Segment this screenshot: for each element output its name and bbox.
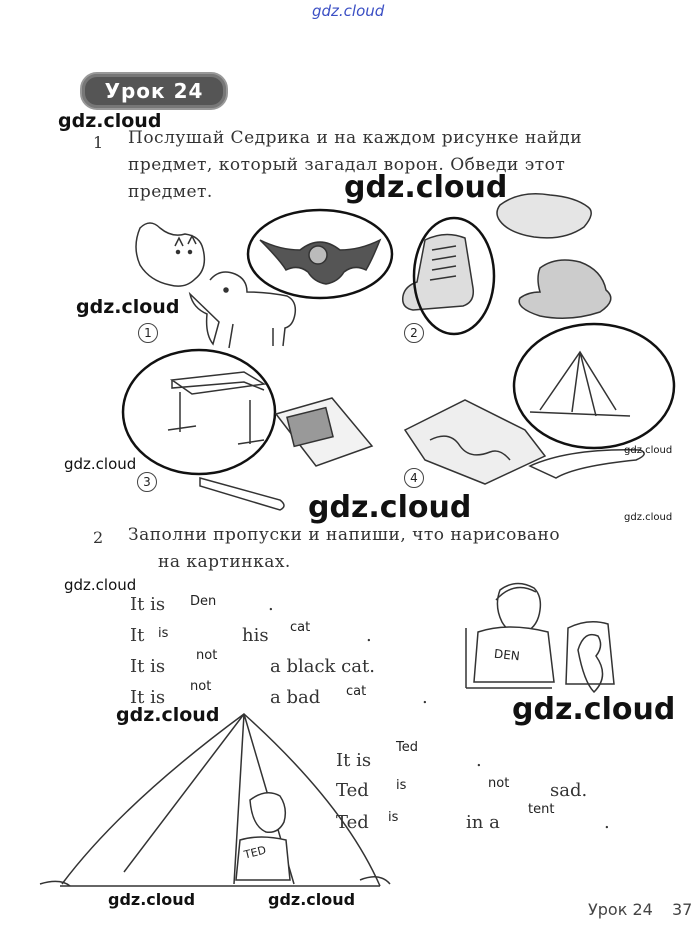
watermark: gdz.cloud <box>512 692 676 727</box>
picture-number: 4 <box>404 468 424 488</box>
handwritten-answer: not <box>196 648 218 663</box>
watermark: gdz.cloud <box>268 890 356 909</box>
sentence-printed: a bad <box>270 687 321 708</box>
picture-number: 2 <box>404 323 424 343</box>
handwritten-answer: tent <box>528 802 555 817</box>
sentence-printed: . <box>476 750 482 771</box>
handwritten-answer: cat <box>290 620 311 635</box>
watermark: gdz.cloud <box>344 170 508 205</box>
handwritten-answer: Den <box>190 594 217 609</box>
watermark: gdz.cloud <box>624 445 673 456</box>
handwritten-answer: is <box>396 778 407 793</box>
sentence-printed: in a <box>466 812 500 833</box>
instruction-line: Послушай Седрика и на каждом рисунке найди <box>128 128 583 148</box>
instruction-line: предмет, который загадал ворон. Обведи этот <box>128 155 566 175</box>
exercise-1-number: 1 <box>93 133 104 152</box>
watermark: gdz.cloud <box>64 576 137 594</box>
shirt-label: DEN <box>493 646 521 664</box>
sentence-printed: . <box>268 594 274 615</box>
lesson-badge: Урок 24 <box>80 72 228 110</box>
sentence-printed: It is <box>336 750 372 771</box>
exercise-2-number: 2 <box>93 528 104 547</box>
handwritten-answer: is <box>158 626 169 641</box>
handwritten-answer: not <box>488 776 510 791</box>
sentence-printed: Ted <box>336 812 369 833</box>
instruction-line: предмет. <box>128 182 213 202</box>
sentence-printed: . <box>604 812 610 833</box>
handwritten-answer: is <box>388 810 399 825</box>
watermark: gdz.cloud <box>108 890 196 909</box>
watermark: gdz.cloud <box>58 110 162 132</box>
instruction-line: на картинках. <box>158 552 291 572</box>
watermark: gdz.cloud <box>116 704 220 726</box>
watermark: gdz.cloud <box>308 490 472 525</box>
handwritten-answer: not <box>190 679 212 694</box>
sentence-printed: . <box>422 687 428 708</box>
page-number: 37 <box>672 900 693 919</box>
sentence-printed: It is <box>130 687 166 708</box>
picture-number: 1 <box>138 323 158 343</box>
shirt-label: TED <box>242 843 268 862</box>
sentence-printed: Ted <box>336 780 369 801</box>
sentence-printed: . <box>366 625 372 646</box>
sentence-printed: It is <box>130 594 166 615</box>
sentence-printed: It is <box>130 656 166 677</box>
sentence-printed: sad. <box>550 780 588 801</box>
sentence-printed: his <box>242 625 269 646</box>
watermark: gdz.cloud <box>76 296 180 318</box>
watermark: gdz.cloud <box>64 455 137 473</box>
footer-lesson-label: Урок 24 <box>588 900 653 919</box>
watermark: gdz.cloud <box>624 512 673 523</box>
sentence-printed: a black cat. <box>270 656 375 677</box>
top-watermark: gdz.cloud <box>312 2 385 20</box>
handwritten-answer: cat <box>346 684 367 699</box>
picture-number: 3 <box>137 472 157 492</box>
instruction-line: Заполни пропуски и напиши, что нарисовано <box>128 525 561 545</box>
sentence-printed: It <box>130 625 145 646</box>
handwritten-answer: Ted <box>396 740 418 755</box>
